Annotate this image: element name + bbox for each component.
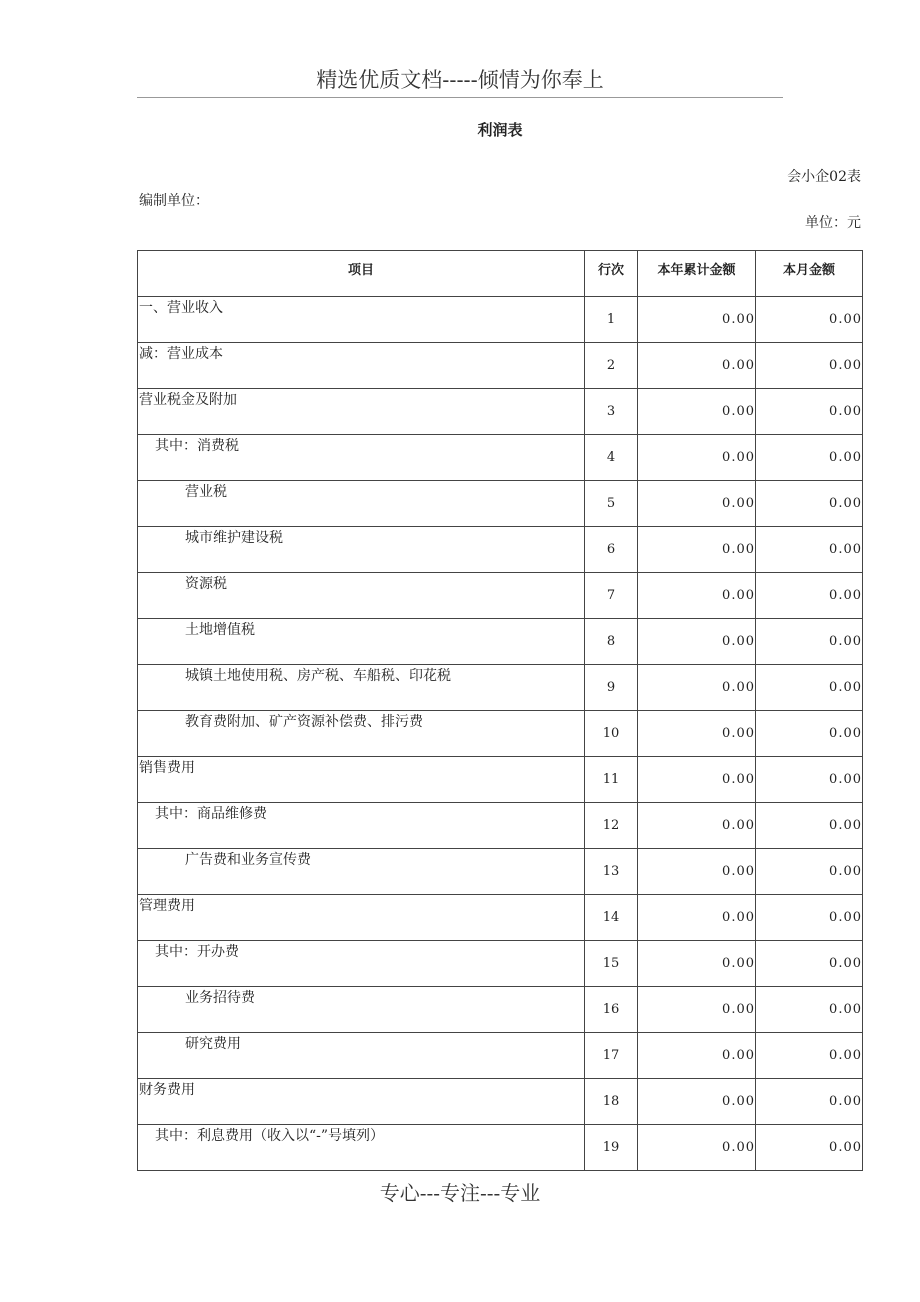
row-number: 16 xyxy=(585,987,638,1033)
row-month-amount: 0.00 xyxy=(756,665,863,711)
table-row xyxy=(138,481,863,527)
row-item-label: 其中：利息费用（收入以“-”号填列） xyxy=(138,1125,585,1171)
row-item-label: 业务招待费 xyxy=(138,987,585,1033)
row-item-label: 销售费用 xyxy=(138,757,585,803)
row-item-label: 其中：开办费 xyxy=(138,941,585,987)
row-month-amount: 0.00 xyxy=(756,849,863,895)
row-item-label: 城镇土地使用税、房产税、车船税、印花税 xyxy=(138,665,585,711)
table-row xyxy=(138,389,863,435)
row-number: 11 xyxy=(585,757,638,803)
income-statement-table xyxy=(137,250,863,1171)
document-title: 利润表 xyxy=(477,121,523,139)
row-month-amount: 0.00 xyxy=(756,389,863,435)
row-item-label: 教育费附加、矿产资源补偿费、排污费 xyxy=(138,711,585,757)
row-year-total: 0.00 xyxy=(638,297,756,343)
row-year-total: 0.00 xyxy=(638,849,756,895)
row-year-total: 0.00 xyxy=(638,711,756,757)
row-number: 15 xyxy=(585,941,638,987)
row-month-amount: 0.00 xyxy=(756,435,863,481)
row-year-total: 0.00 xyxy=(638,895,756,941)
row-item-label: 城市维护建设税 xyxy=(138,527,585,573)
row-item-label: 管理费用 xyxy=(138,895,585,941)
row-month-amount: 0.00 xyxy=(756,1079,863,1125)
row-year-total: 0.00 xyxy=(638,481,756,527)
row-month-amount: 0.00 xyxy=(756,297,863,343)
row-number: 17 xyxy=(585,1033,638,1079)
table-row xyxy=(138,1033,863,1079)
table-row xyxy=(138,1125,863,1171)
row-month-amount: 0.00 xyxy=(756,343,863,389)
row-month-amount: 0.00 xyxy=(756,481,863,527)
row-year-total: 0.00 xyxy=(638,665,756,711)
row-month-amount: 0.00 xyxy=(756,573,863,619)
row-year-total: 0.00 xyxy=(638,573,756,619)
row-month-amount: 0.00 xyxy=(756,1033,863,1079)
table-row xyxy=(138,435,863,481)
row-month-amount: 0.00 xyxy=(756,895,863,941)
row-month-amount: 0.00 xyxy=(756,941,863,987)
footer-banner: 专心---专注---专业 xyxy=(379,1181,541,1205)
row-item-label: 资源税 xyxy=(138,573,585,619)
row-item-label: 其中：商品维修费 xyxy=(138,803,585,849)
table-row xyxy=(138,895,863,941)
row-number: 9 xyxy=(585,665,638,711)
row-year-total: 0.00 xyxy=(638,343,756,389)
row-year-total: 0.00 xyxy=(638,941,756,987)
row-number: 2 xyxy=(585,343,638,389)
row-item-label: 其中：消费税 xyxy=(138,435,585,481)
table-row xyxy=(138,527,863,573)
column-header-year-total: 本年累计金额 xyxy=(638,251,756,297)
column-header-month-amount: 本月金额 xyxy=(756,251,863,297)
table-row xyxy=(138,619,863,665)
organization-label: 编制单位： xyxy=(139,193,209,209)
row-number: 14 xyxy=(585,895,638,941)
row-number: 7 xyxy=(585,573,638,619)
header-banner: 精选优质文档-----倾情为你奉上 xyxy=(316,68,604,92)
row-month-amount: 0.00 xyxy=(756,757,863,803)
row-number: 18 xyxy=(585,1079,638,1125)
row-item-label: 一、营业收入 xyxy=(138,297,585,343)
table-row xyxy=(138,803,863,849)
table-row xyxy=(138,573,863,619)
row-year-total: 0.00 xyxy=(638,389,756,435)
row-number: 13 xyxy=(585,849,638,895)
table-row xyxy=(138,711,863,757)
row-number: 10 xyxy=(585,711,638,757)
row-month-amount: 0.00 xyxy=(756,987,863,1033)
table-row xyxy=(138,665,863,711)
form-code: 会小企02表 xyxy=(787,169,861,185)
row-number: 12 xyxy=(585,803,638,849)
row-year-total: 0.00 xyxy=(638,527,756,573)
row-item-label: 研究费用 xyxy=(138,1033,585,1079)
row-number: 19 xyxy=(585,1125,638,1171)
row-month-amount: 0.00 xyxy=(756,803,863,849)
row-number: 4 xyxy=(585,435,638,481)
row-year-total: 0.00 xyxy=(638,1079,756,1125)
row-month-amount: 0.00 xyxy=(756,527,863,573)
header-divider xyxy=(137,97,783,98)
table-row xyxy=(138,297,863,343)
row-item-label: 财务费用 xyxy=(138,1079,585,1125)
row-number: 6 xyxy=(585,527,638,573)
row-number: 5 xyxy=(585,481,638,527)
table-row xyxy=(138,343,863,389)
row-month-amount: 0.00 xyxy=(756,619,863,665)
row-year-total: 0.00 xyxy=(638,987,756,1033)
row-number: 8 xyxy=(585,619,638,665)
table-row xyxy=(138,849,863,895)
row-number: 1 xyxy=(585,297,638,343)
table-header-row xyxy=(138,251,863,297)
row-item-label: 土地增值税 xyxy=(138,619,585,665)
table-row xyxy=(138,757,863,803)
row-year-total: 0.00 xyxy=(638,435,756,481)
row-item-label: 广告费和业务宣传费 xyxy=(138,849,585,895)
column-header-row-no: 行次 xyxy=(585,251,638,297)
row-year-total: 0.00 xyxy=(638,619,756,665)
row-item-label: 减：营业成本 xyxy=(138,343,585,389)
row-year-total: 0.00 xyxy=(638,803,756,849)
row-month-amount: 0.00 xyxy=(756,711,863,757)
row-year-total: 0.00 xyxy=(638,1125,756,1171)
row-month-amount: 0.00 xyxy=(756,1125,863,1171)
currency-unit-label: 单位：元 xyxy=(805,215,861,231)
row-year-total: 0.00 xyxy=(638,757,756,803)
row-item-label: 营业税金及附加 xyxy=(138,389,585,435)
table-row xyxy=(138,1079,863,1125)
row-year-total: 0.00 xyxy=(638,1033,756,1079)
column-header-item: 项目 xyxy=(138,251,585,297)
row-item-label: 营业税 xyxy=(138,481,585,527)
table-row xyxy=(138,987,863,1033)
row-number: 3 xyxy=(585,389,638,435)
table-row xyxy=(138,941,863,987)
